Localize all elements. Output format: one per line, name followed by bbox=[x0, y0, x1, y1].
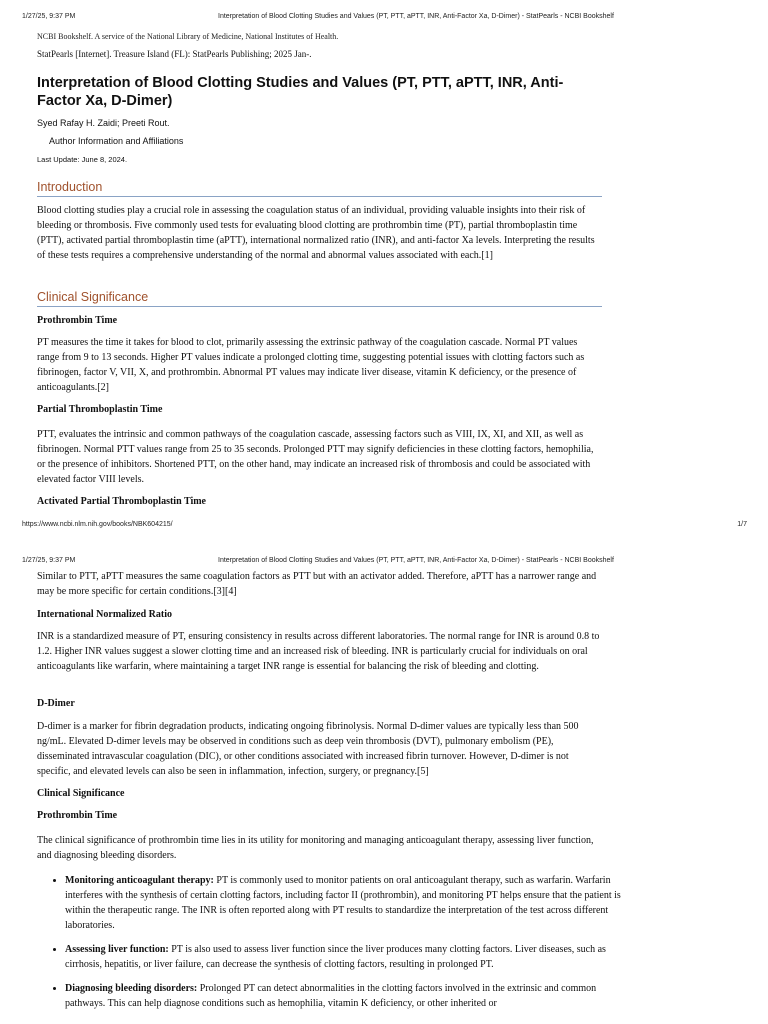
print-page-number: 1/7 bbox=[737, 521, 747, 528]
bullet-lead: Monitoring anticoagulant therapy: bbox=[65, 875, 214, 886]
inr-text: INR is a standardized measure of PT, ensuring consistency in results across different laboratories. The normal range for INR is around 0.8 to 1.2. Higher INR values suggest a slower clotting time and an increased risk of bleeding. INR is particularly crucial for individuals on oral anticoagulants like warfarin, where maintaining a target INR range is essential for balancing the risk of bleeding and clotting. bbox=[37, 631, 600, 672]
introduction-heading: Introduction bbox=[37, 180, 602, 197]
bullet-lead: Assessing liver function: bbox=[65, 944, 169, 955]
bullet-text: PT is also used to assess liver function since the liver produces many clotting factors. Liver diseases, such as cirrhosis, hepatitis, or liver failure, can decrease the synthesis of clotting factors, resulting in prolonged PT. bbox=[65, 944, 606, 970]
ncbi-note: NCBI Bookshelf. A service of the National Library of Medicine, National Institutes of Health. bbox=[37, 32, 339, 41]
publisher-line: StatPearls [Internet]. Treasure Island (FL): StatPearls Publishing; 2025 Jan-. bbox=[37, 49, 312, 59]
clinical-significance-subheading: Clinical Significance bbox=[37, 788, 125, 799]
inr-heading: International Normalized Ratio bbox=[37, 609, 172, 620]
list-item bbox=[65, 873, 630, 933]
ptt-heading: Partial Thromboplastin Time bbox=[37, 404, 163, 415]
introduction-text: Blood clotting studies play a crucial role in assessing the coagulation status of an individual, providing valuable insights into their risk of bleeding or thrombosis. Five commonly used tests for evaluating blood clotting are prothrombin time (PT), partial thromboplastin time (PTT), activated partial thromboplastin time (aPTT), international normalized ratio (INR), and anti-factor Xa levels. Interpreting the results of these tests requires a comprehensive understanding of the normal and abnormal values associated with each.[1] bbox=[37, 205, 595, 261]
d-dimer-heading: D-Dimer bbox=[37, 698, 75, 709]
d-dimer-text: D-dimer is a marker for fibrin degradation products, indicating ongoing fibrinolysis. Normal D-dimer values are typically less than 500 ng/mL. Elevated D-dimer levels may be observed in conditions such as deep vein thrombosis (DVT), pulmonary embolism (PE), disseminated intravascular coagulation (DIC), or other conditions associated with increased fibrin turnover. However, D-dimer is not specific, and elevated levels can also be seen in inflammation, infection, surgery, or pregnancy.[5] bbox=[37, 721, 579, 777]
list-item bbox=[65, 942, 630, 972]
print-date: 1/27/25, 9:37 PM bbox=[22, 557, 76, 564]
bullet-lead: Diagnosing bleeding disorders: bbox=[65, 983, 198, 994]
pt-significance-list bbox=[37, 873, 630, 1020]
pt-text: PT measures the time it takes for blood to clot, primarily assessing the extrinsic pathway of the coagulation cascade. Normal PT values range from 9 to 13 seconds. Higher PT values indicate a prolonged clotting time, suggesting potential issues with clotting factors such as fibrinogen, factor V, VII, X, and prothrombin. Abnormal PT values may indicate liver disease, vitamin K deficiency, or the presence of anticoagulants.[2] bbox=[37, 337, 585, 393]
authors: Syed Rafay H. Zaidi; Preeti Rout. bbox=[37, 118, 170, 128]
last-update: Last Update: June 8, 2024. bbox=[37, 155, 128, 164]
pt2-heading: Prothrombin Time bbox=[37, 810, 118, 821]
ptt-text: PTT, evaluates the intrinsic and common pathways of the coagulation cascade, assessing factors such as VIII, IX, XI, and XII, as well as fibrinogen. Normal PTT values range from 25 to 35 seconds. Prolonged PTT may signify deficiencies in these clotting factors, hemophilia, or the presence of inhibitors. Shortened PTT, on the other hand, may indicate an increased risk of thrombosis and could be associated with elevated factor VIII levels. bbox=[37, 429, 594, 485]
aptt-text: Similar to PTT, aPTT measures the same coagulation factors as PTT but with an activator added. Therefore, aPTT has a narrower range and may be more specific for certain conditions.[3][4] bbox=[37, 571, 597, 597]
article-title: Interpretation of Blood Clotting Studies and Values (PT, PTT, aPTT, INR, Anti-Factor Xa, D-Dimer) bbox=[37, 75, 564, 109]
bullet-text: PT is commonly used to monitor patients on oral anticoagulant therapy, such as warfarin. Warfarin interferes with the synthesis of certain clotting factors, including factor II (prothrombin), and monitoring PT helps ensure that the patient is within the therapeutic range. The INR is often reported along with PT results to standardize the interpretation of the test across different laboratories. bbox=[65, 875, 621, 931]
bullet-text: Prolonged PT can detect abnormalities in the clotting factors involved in the extrinsic and common pathways. This can help diagnose conditions such as hemophilia, vitamin K deficiency, or other inherited or bbox=[65, 983, 597, 1009]
pt2-text: The clinical significance of prothrombin time lies in its utility for monitoring and managing anticoagulant therapy, assessing liver function, and diagnosing bleeding disorders. bbox=[37, 835, 594, 861]
pt-heading: Prothrombin Time bbox=[37, 315, 118, 326]
aptt-heading: Activated Partial Thromboplastin Time bbox=[37, 496, 206, 507]
clinical-significance-heading: Clinical Significance bbox=[37, 290, 602, 307]
print-date: 1/27/25, 9:37 PM bbox=[22, 13, 76, 20]
print-url: https://www.ncbi.nlm.nih.gov/books/NBK604215/ bbox=[22, 521, 173, 528]
list-item bbox=[65, 981, 630, 1011]
print-title: Interpretation of Blood Clotting Studies and Values (PT, PTT, aPTT, INR, Anti-Factor Xa, D-Dimer) - StatPearls - NCBI Bookshelf bbox=[218, 13, 614, 20]
affiliations-link[interactable]: Author Information and Affiliations bbox=[49, 136, 184, 146]
print-title: Interpretation of Blood Clotting Studies and Values (PT, PTT, aPTT, INR, Anti-Factor Xa, D-Dimer) - StatPearls - NCBI Bookshelf bbox=[218, 557, 614, 564]
